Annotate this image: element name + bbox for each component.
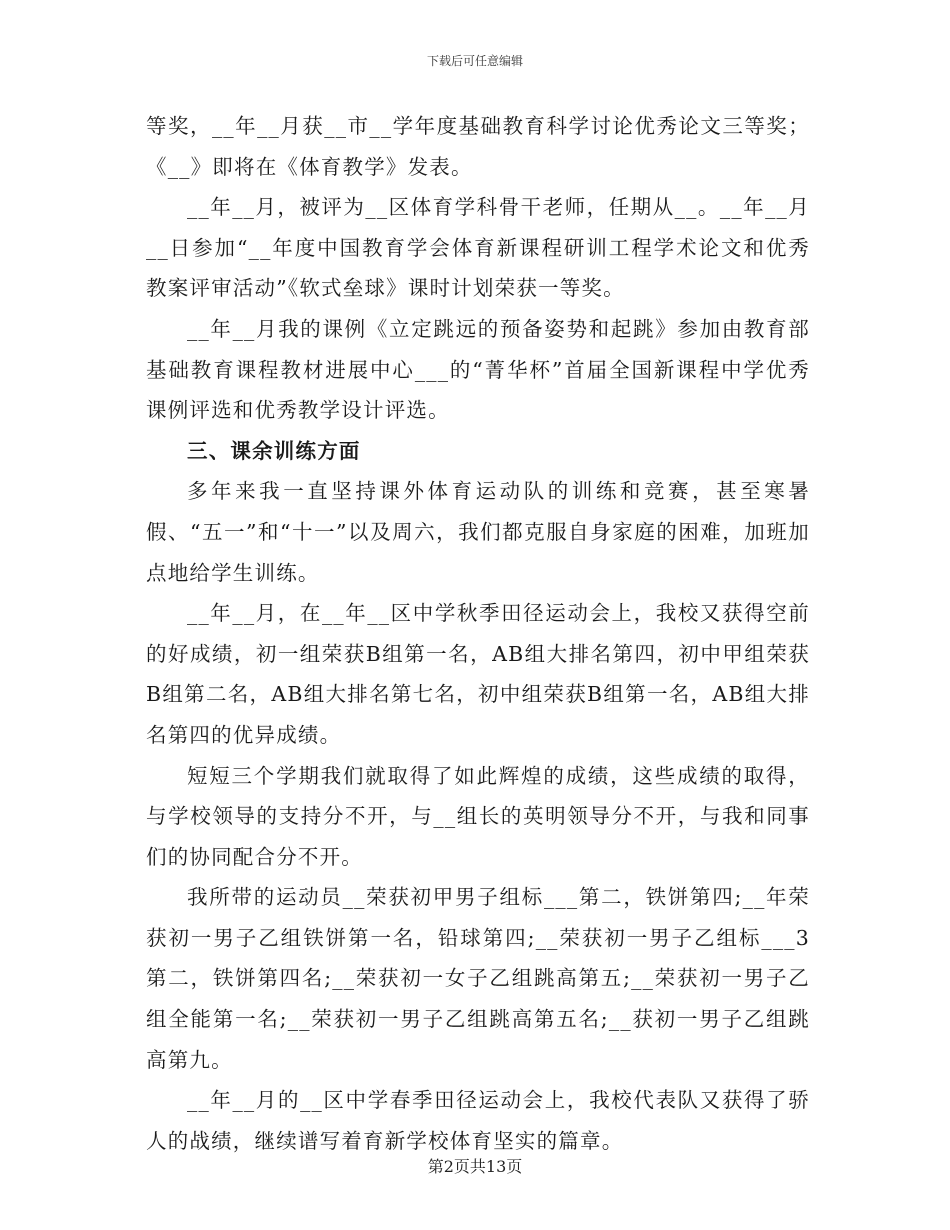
section-heading: 三、课余训练方面 [187,438,361,463]
paragraph-spring-meet: __年__月的__区中学春季田径运动会上，我校代表队又获得了骄人的战绩，继续谱写着育新学校体育坚实的篇章。 [146,1088,810,1153]
paragraph-achievement-thanks: 短短三个学期我们就取得了如此辉煌的成绩，这些成绩的取得，与学校领导的支持分不开，与__组长的英明领导分不开，与我和同事们的协同配合分不开。 [146,763,810,869]
paragraph-awards-continued: 等奖，__年__月获__市__学年度基础教育科学讨论优秀论文三等奖；《__》即将在《体育教学》发表。 [146,114,810,179]
paragraph-autumn-meet: __年__月，在__年__区中学秋季田径运动会上，我校又获得空前的好成绩，初一组荣获B组第一名，AB组大排名第四，初中甲组荣获B组第二名，AB组大排名第七名，初中组荣获B组第一名，AB组大排名第四的优异成绩。 [146,601,810,747]
paragraph-backbone-teacher: __年__月，被评为__区体育学科骨干老师，任期从__。__年__月__日参加“__年度中国教育学会体育新课程研训工程学术论文和优秀教案评审活动”《软式垒球》课时计划荣获一等奖。 [146,195,810,301]
page-number: 第2页共13页 [427,1157,523,1176]
paragraph-training-commitment: 多年来我一直坚持课外体育运动队的训练和竞赛，甚至寒暑假、“五一”和“十一”以及周六，我们都克服自身家庭的困难，加班加点地给学生训练。 [146,479,810,585]
paragraph-athlete-results: 我所带的运动员__荣获初甲男子组标___第二，铁饼第四;__年荣获初一男子乙组铁饼第一名，铅球第四;__荣获初一男子乙组标___3第二，铁饼第四名;__荣获初一女子乙组跳高第五;__荣获初一男子乙组全能第一名;__荣获初一男子乙组跳高第五名;__获初一男子乙组跳高第九。 [146,885,810,1072]
page-header: 下载后可任意编辑 [426,54,523,68]
document-body [146,106,810,1161]
paragraph-lesson-case: __年__月我的课例《立定跳远的预备姿势和起跳》参加由教育部基础教育课程教材进展中心___的“菁华杯”首届全国新课程中学优秀课例评选和优秀教学设计评选。 [146,316,810,423]
